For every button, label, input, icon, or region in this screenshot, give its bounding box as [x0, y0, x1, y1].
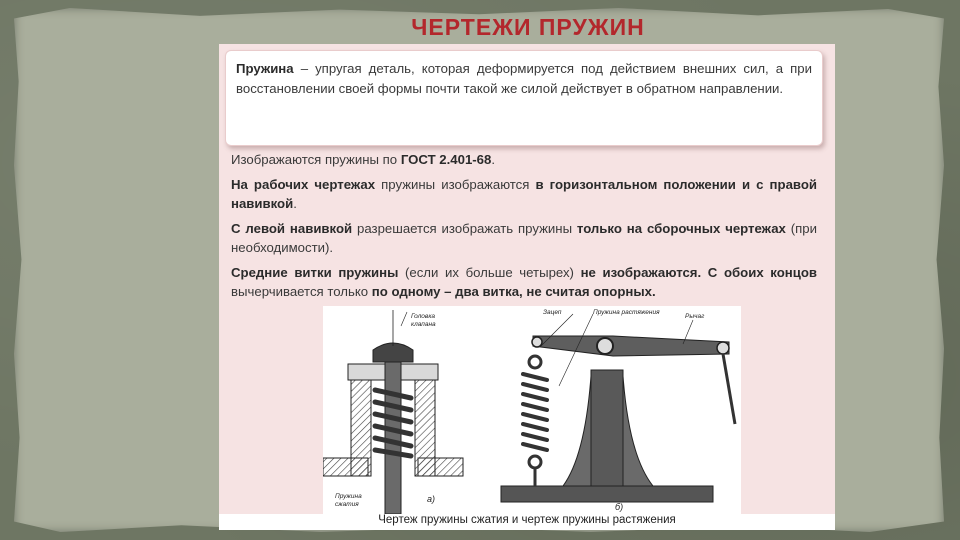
compression-spring-drawing — [323, 310, 463, 514]
hook-label: Зацеп — [543, 309, 562, 316]
tension-spring-drawing — [501, 309, 735, 512]
bold-span: в горизонтальном положении и с правой навивкой — [231, 177, 818, 211]
compression-spring-label: Пружина — [335, 493, 362, 500]
gost-ref: ГОСТ 2.401-68 — [400, 152, 492, 167]
spring-drawings-svg — [323, 306, 741, 514]
paragraph-gost — [231, 150, 817, 169]
figure-caption: Чертеж пружины сжатия и чертеж пружины растяжения — [219, 514, 835, 530]
text-span: пружины изображаются — [375, 177, 536, 192]
definition-text — [226, 51, 822, 107]
figure-b-letter: б) — [615, 502, 624, 512]
bold-span: На рабочих чертежах — [231, 177, 376, 192]
text-span: (если их больше четырех) — [398, 265, 581, 280]
bold-span: не изображаются — [580, 265, 698, 280]
valve-head-label-2: клапана — [411, 321, 436, 328]
paragraph-left-winding — [231, 219, 817, 257]
body-text — [231, 150, 817, 307]
lever-label: Рычаг — [685, 313, 705, 320]
bold-span: . С обоих концов — [697, 265, 817, 280]
bold-span: только на сборочных чертежах — [576, 221, 786, 236]
tension-spring-label: Пружина растяжения — [593, 309, 660, 316]
text-span: разрешается изображать пружины — [352, 221, 577, 236]
page-title: ЧЕРТЕЖИ ПРУЖИН — [411, 14, 645, 40]
text-span: (при необходимости). — [231, 221, 817, 255]
paragraph-middle-coils — [231, 263, 817, 301]
paragraph-working — [231, 175, 817, 213]
compression-spring-label-2: сжатия — [335, 501, 359, 508]
text-span: . — [293, 196, 297, 211]
definition-body: – упругая деталь, которая деформируется под действием внешних сил, а при восстановлении своей формы почти такой же силой действует в обратном направлении. — [236, 61, 812, 96]
figure-a-letter: а) — [427, 494, 436, 504]
bold-span: по одному – два витка, не считая опорных. — [371, 284, 656, 299]
slide-panel — [219, 44, 835, 530]
bold-span: С левой навивкой — [231, 221, 353, 236]
text-span: . — [491, 152, 496, 167]
text-span: вычерчивается только — [231, 284, 372, 299]
text-span: Изображаются пружины по — [231, 152, 401, 167]
bold-span: Средние витки пружины — [231, 265, 399, 280]
definition-term: Пружина — [236, 61, 294, 76]
spring-drawings-figure — [323, 306, 741, 514]
valve-head-label: Головка — [411, 313, 436, 320]
definition-callout — [225, 50, 823, 146]
